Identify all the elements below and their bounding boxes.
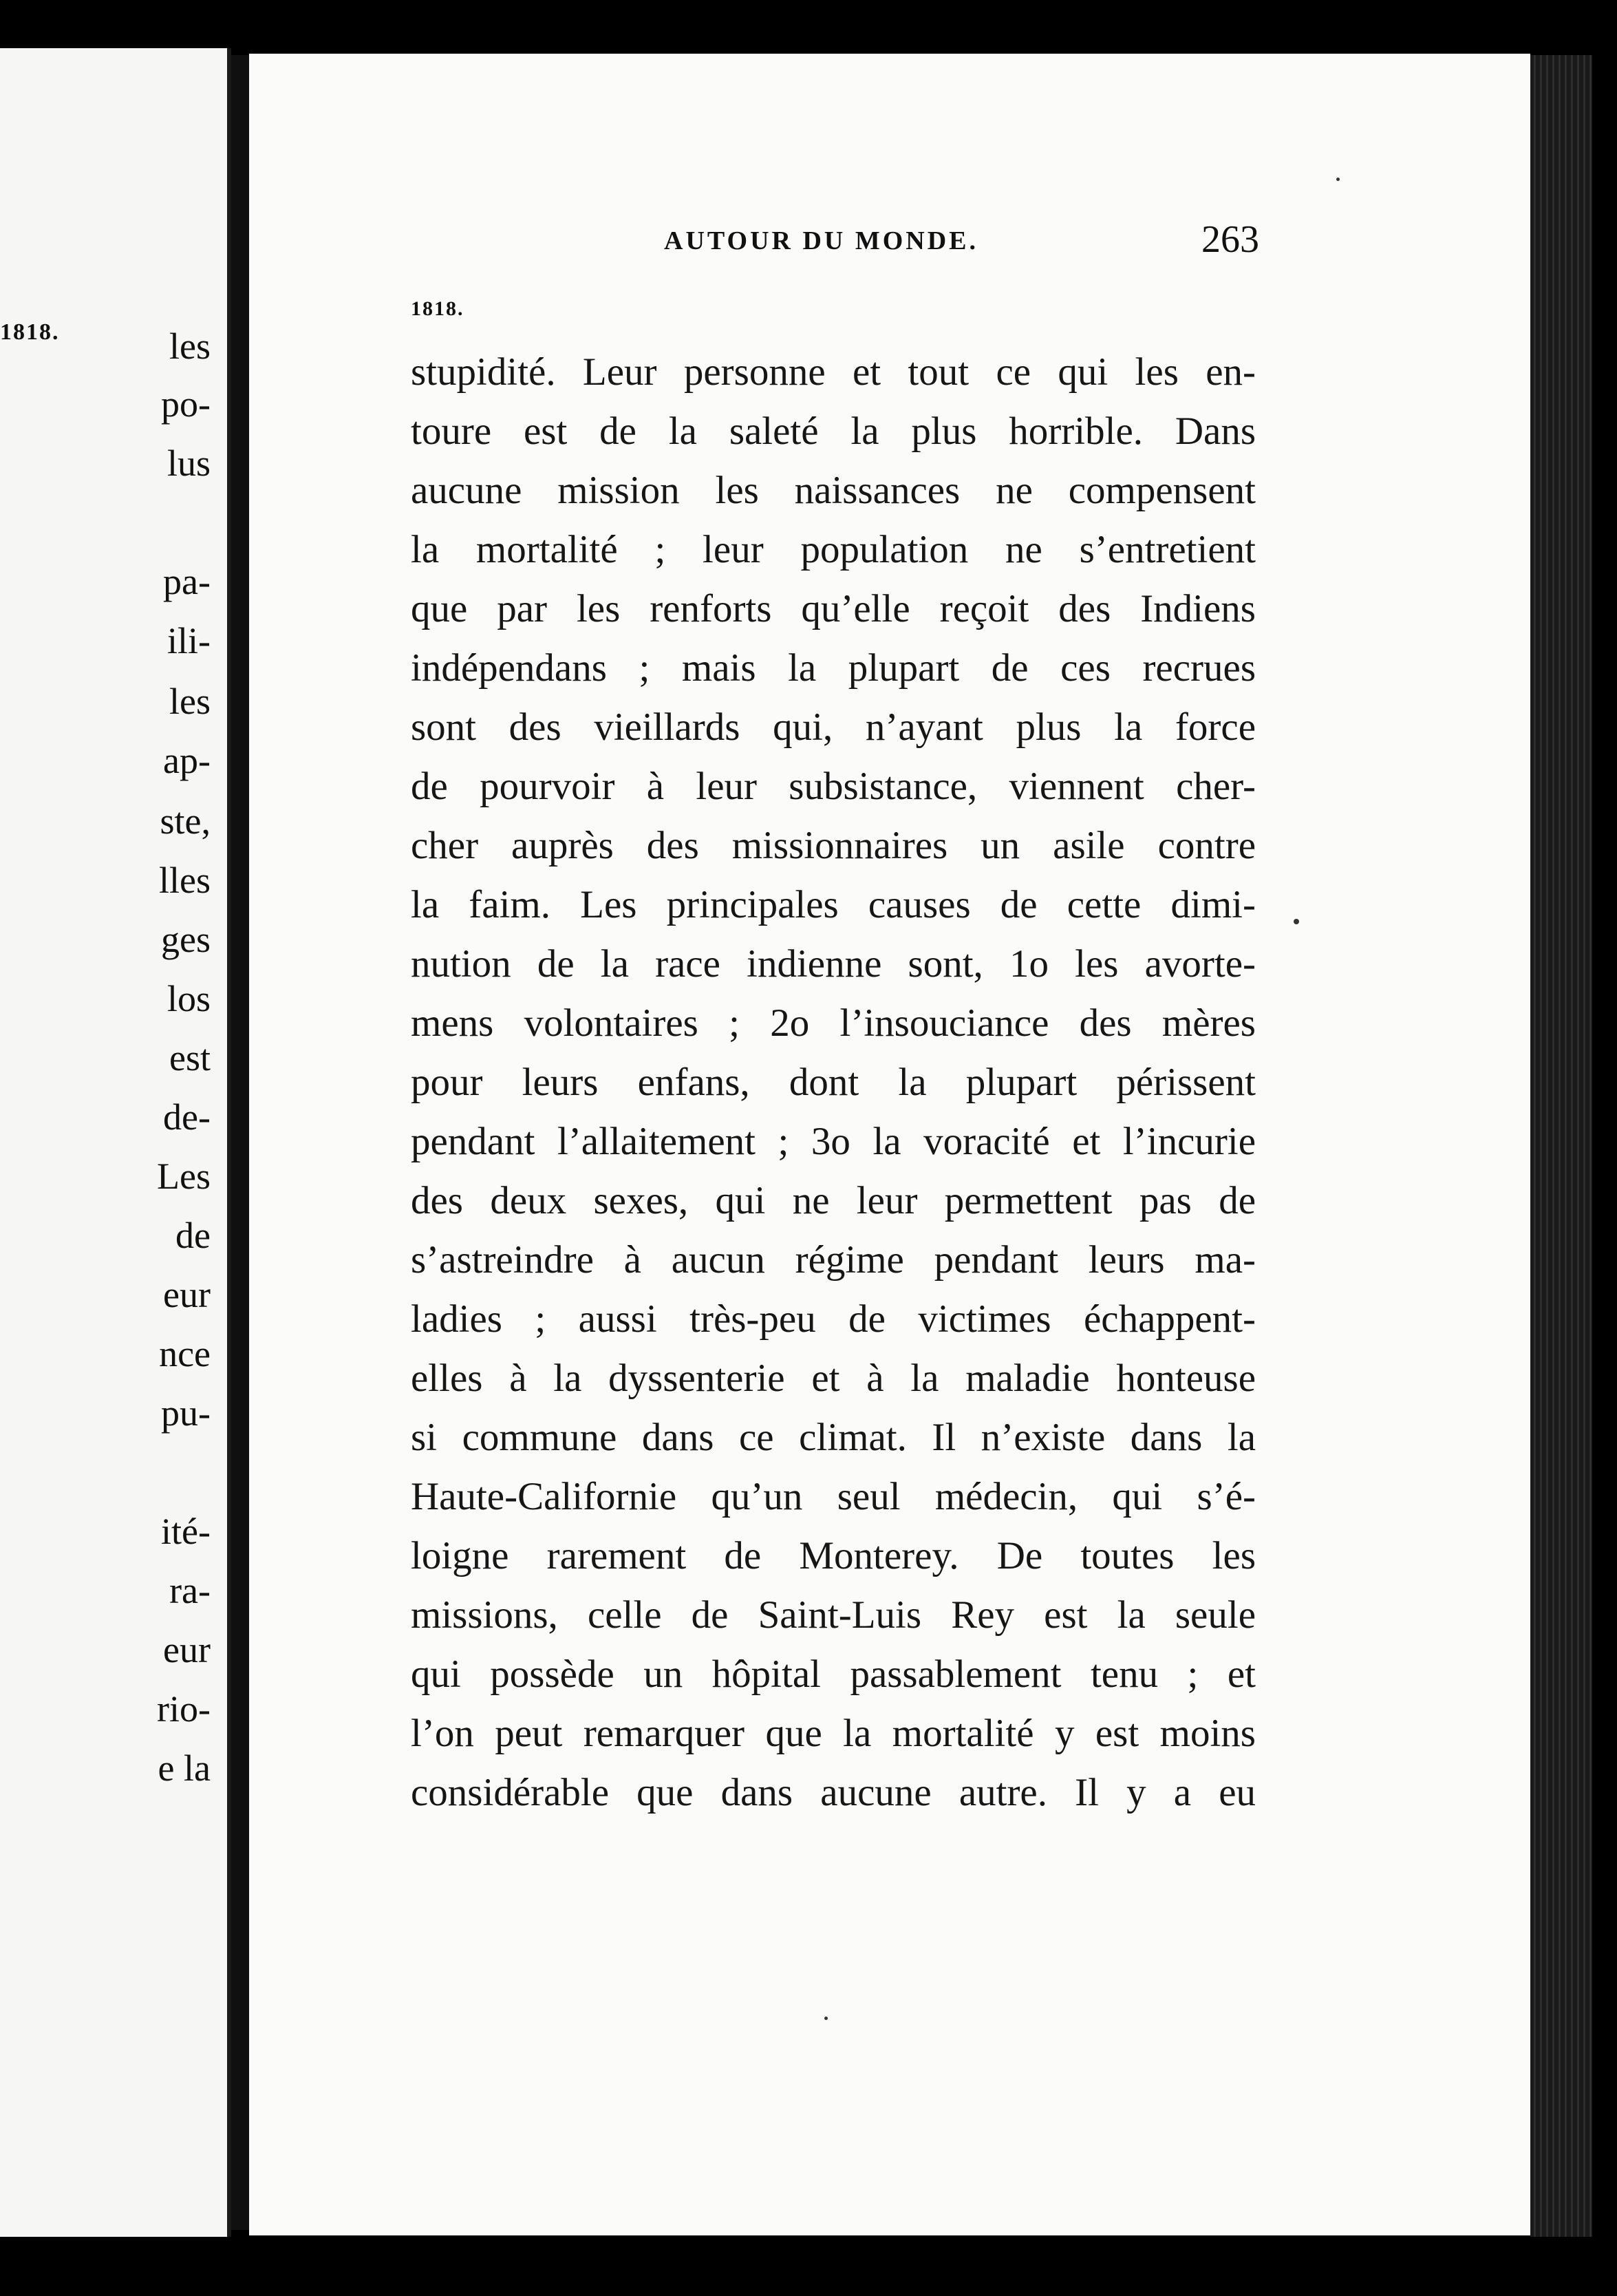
text-line: que par les renforts qu’elle reçoit des Indiens — [411, 587, 1256, 630]
previous-page-line-ending: ité- — [161, 1511, 211, 1552]
text-line: aucune mission les naissances ne compensent — [411, 469, 1256, 512]
previous-page-line-ending: eur — [163, 1629, 211, 1670]
text-line: des deux sexes, qui ne leur permettent pas de — [411, 1179, 1256, 1222]
previous-page-line-ending: pa- — [163, 561, 211, 602]
text-line: la mortalité ; leur population ne s’entretient — [411, 528, 1256, 571]
text-line: l’on peut remarquer que la mortalité y est moins — [411, 1712, 1256, 1755]
text-line: de pourvoir à leur subsistance, viennent cher- — [411, 765, 1256, 808]
text-line: elles à la dyssenterie et à la maladie honteuse — [411, 1357, 1256, 1400]
text-line: indépendans ; mais la plupart de ces recrues — [411, 646, 1256, 690]
previous-page-fragment — [0, 48, 231, 2237]
text-line: nution de la race indienne sont, 1o les avorte- — [411, 942, 1256, 986]
previous-page-line-ending: ra- — [169, 1570, 211, 1611]
text-line: sont des vieillards qui, n’ayant plus la force — [411, 705, 1256, 749]
scan-speck — [824, 2017, 828, 2020]
page-number: 263 — [1201, 218, 1259, 261]
previous-page-line-ending: les — [169, 681, 211, 722]
previous-page-line-ending: les — [169, 326, 211, 367]
text-line: Haute-Californie qu’un seul médecin, qui s’é- — [411, 1475, 1256, 1518]
text-line: toure est de la saleté la plus horrible. Dans — [411, 410, 1256, 453]
previous-page-line-ending: ap- — [163, 740, 211, 781]
previous-page-year: 1818. — [0, 319, 60, 345]
text-line: loigne rarement de Monterey. De toutes les — [411, 1534, 1256, 1577]
text-line: pendant l’allaitement ; 3o la voracité et l’incurie — [411, 1120, 1256, 1163]
book-gutter — [231, 55, 249, 2230]
text-line: considérable que dans aucune autre. Il y a eu — [411, 1771, 1256, 1814]
text-line: si commune dans ce climat. Il n’existe dans la — [411, 1416, 1256, 1459]
previous-page-line-ending: nce — [159, 1333, 211, 1374]
previous-page-line-ending: ili- — [167, 620, 211, 661]
previous-page-line-ending: rio- — [157, 1688, 211, 1730]
previous-page-line-ending: pu- — [161, 1392, 211, 1434]
previous-page-line-ending: est — [169, 1037, 211, 1078]
previous-page-line-ending: los — [167, 978, 211, 1019]
text-line: pour leurs enfans, dont la plupart périssent — [411, 1061, 1256, 1104]
running-header — [416, 217, 1259, 273]
scan-speck — [1294, 919, 1299, 924]
text-line: qui possède un hôpital passablement tenu ; et — [411, 1652, 1256, 1696]
text-line: la faim. Les principales causes de cette dimi- — [411, 883, 1256, 926]
body-text — [411, 343, 1256, 1822]
previous-page-line-ending: lus — [167, 443, 211, 484]
previous-page-line-ending: lles — [159, 860, 211, 901]
running-title: AUTOUR DU MONDE. — [664, 226, 979, 255]
previous-page-line-ending: Les — [157, 1156, 211, 1197]
text-line: s’astreindre à aucun régime pendant leurs ma- — [411, 1238, 1256, 1282]
page-edges — [1530, 55, 1592, 2237]
previous-page-line-ending: po- — [161, 383, 211, 425]
text-line: stupidité. Leur personne et tout ce qui les en- — [411, 350, 1256, 394]
previous-page-line-ending: ste, — [160, 800, 211, 842]
margin-year: 1818. — [411, 297, 464, 320]
previous-page-line-ending: ges — [161, 919, 211, 960]
text-line: mens volontaires ; 2o l’insouciance des mères — [411, 1001, 1256, 1045]
text-line: cher auprès des missionnaires un asile contre — [411, 824, 1256, 867]
scan-speck — [1336, 178, 1340, 181]
previous-page-line-ending: eur — [163, 1274, 211, 1315]
previous-page-line-ending: de- — [163, 1096, 211, 1138]
previous-page-line-ending: e la — [158, 1747, 211, 1789]
text-line: missions, celle de Saint-Luis Rey est la seule — [411, 1593, 1256, 1637]
text-line: ladies ; aussi très-peu de victimes échappent- — [411, 1297, 1256, 1341]
previous-page-line-ending: de — [175, 1215, 211, 1256]
